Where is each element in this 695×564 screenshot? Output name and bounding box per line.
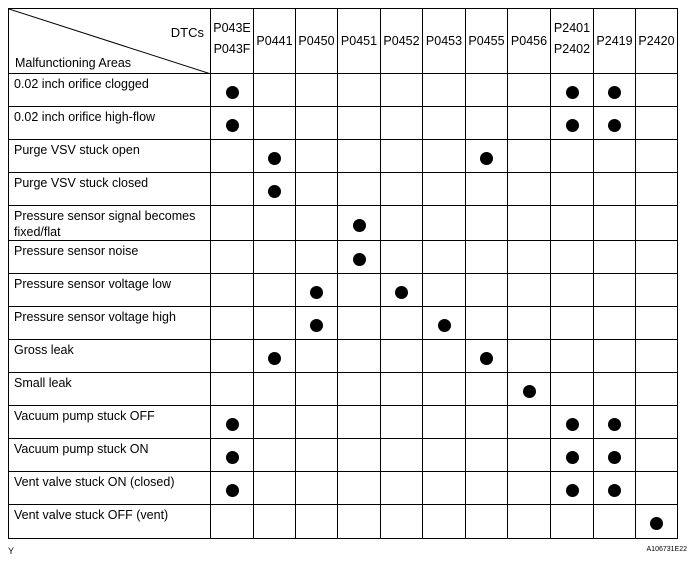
- dtc-column-header: [594, 9, 636, 74]
- malfunction-area-cell: Vent valve stuck OFF (vent): [9, 505, 211, 539]
- mark-cell: [594, 472, 636, 505]
- mark-cell: [254, 206, 296, 241]
- mark-cell: [423, 340, 466, 373]
- mark-cell: [508, 74, 551, 107]
- mark-cell: [551, 107, 594, 140]
- mark-cell: [211, 74, 254, 107]
- mark-cell: [211, 173, 254, 206]
- malfunction-area-cell: Purge VSV stuck open: [9, 140, 211, 173]
- mark-cell: [296, 173, 338, 206]
- mark-cell: [211, 340, 254, 373]
- dtc-code: P0451: [340, 33, 378, 48]
- mark-cell: [338, 206, 381, 241]
- mark-cell: [594, 241, 636, 274]
- applicable-dot-icon: [608, 86, 621, 99]
- applicable-dot-icon: [438, 319, 451, 332]
- mark-cell: [423, 505, 466, 539]
- malfunction-area-cell: 0.02 inch orifice clogged: [9, 74, 211, 107]
- mark-cell: [338, 140, 381, 173]
- mark-cell: [381, 206, 423, 241]
- dtcs-header-label: DTCs: [170, 25, 204, 40]
- mark-cell: [551, 173, 594, 206]
- mark-cell: [466, 307, 508, 340]
- mark-cell: [594, 406, 636, 439]
- mark-cell: [254, 173, 296, 206]
- table-row: [9, 439, 678, 472]
- mark-cell: [254, 472, 296, 505]
- table-row: [9, 74, 678, 107]
- mark-cell: [508, 107, 551, 140]
- mark-cell: [594, 74, 636, 107]
- dtc-code: P0453: [425, 33, 463, 48]
- mark-cell: [296, 241, 338, 274]
- applicable-dot-icon: [310, 319, 323, 332]
- table-row: [9, 107, 678, 140]
- mark-cell: [508, 340, 551, 373]
- dtc-code: P0441: [256, 33, 293, 48]
- mark-cell: [594, 140, 636, 173]
- mark-cell: [636, 173, 678, 206]
- mark-cell: [551, 406, 594, 439]
- dtc-column-header: [211, 9, 254, 74]
- mark-cell: [296, 472, 338, 505]
- mark-cell: [636, 107, 678, 140]
- mark-cell: [466, 439, 508, 472]
- mark-cell: [338, 373, 381, 406]
- applicable-dot-icon: [566, 484, 579, 497]
- applicable-dot-icon: [226, 86, 239, 99]
- mark-cell: [466, 505, 508, 539]
- mark-cell: [423, 472, 466, 505]
- mark-cell: [211, 406, 254, 439]
- dtc-column-header: [423, 9, 466, 74]
- mark-cell: [636, 241, 678, 274]
- dtc-column-header: [551, 9, 594, 74]
- applicable-dot-icon: [523, 385, 536, 398]
- mark-cell: [381, 373, 423, 406]
- mark-cell: [381, 439, 423, 472]
- mark-cell: [636, 340, 678, 373]
- mark-cell: [508, 373, 551, 406]
- mark-cell: [296, 439, 338, 472]
- mark-cell: [338, 472, 381, 505]
- malfunction-area-cell: Pressure sensor voltage low: [9, 274, 211, 307]
- mark-cell: [381, 241, 423, 274]
- mark-cell: [338, 439, 381, 472]
- mark-cell: [551, 373, 594, 406]
- mark-cell: [381, 307, 423, 340]
- dtc-column-header: [338, 9, 381, 74]
- mark-cell: [551, 206, 594, 241]
- applicable-dot-icon: [566, 451, 579, 464]
- mark-cell: [338, 274, 381, 307]
- dtc-code: P043E: [213, 21, 251, 35]
- mark-cell: [381, 505, 423, 539]
- mark-cell: [254, 406, 296, 439]
- mark-cell: [594, 373, 636, 406]
- mark-cell: [254, 307, 296, 340]
- mark-cell: [254, 241, 296, 274]
- malfunction-area-cell: Vacuum pump stuck ON: [9, 439, 211, 472]
- mark-cell: [594, 439, 636, 472]
- mark-cell: [381, 107, 423, 140]
- mark-cell: [594, 340, 636, 373]
- mark-cell: [338, 307, 381, 340]
- mark-cell: [296, 340, 338, 373]
- mark-cell: [296, 406, 338, 439]
- malfunction-area-cell: Pressure sensor noise: [9, 241, 211, 274]
- mark-cell: [508, 439, 551, 472]
- applicable-dot-icon: [268, 152, 281, 165]
- mark-cell: [636, 74, 678, 107]
- dtc-column-header: [636, 9, 678, 74]
- malfunction-area-cell: Purge VSV stuck closed: [9, 173, 211, 206]
- applicable-dot-icon: [480, 352, 493, 365]
- mark-cell: [466, 373, 508, 406]
- malfunction-area-cell: Small leak: [9, 373, 211, 406]
- mark-cell: [211, 307, 254, 340]
- mark-cell: [381, 173, 423, 206]
- mark-cell: [594, 307, 636, 340]
- mark-cell: [636, 439, 678, 472]
- mark-cell: [508, 173, 551, 206]
- dtc-code: P043F: [213, 42, 251, 56]
- table-corner-cell: [9, 9, 211, 74]
- mark-cell: [551, 472, 594, 505]
- dtc-column-header: [381, 9, 423, 74]
- mark-cell: [381, 472, 423, 505]
- table-row: [9, 340, 678, 373]
- mark-cell: [508, 406, 551, 439]
- mark-cell: [466, 107, 508, 140]
- malfunction-area-cell: Pressure sensor voltage high: [9, 307, 211, 340]
- dtc-code: P0456: [510, 33, 548, 48]
- mark-cell: [254, 373, 296, 406]
- mark-cell: [296, 307, 338, 340]
- table-header-row: [9, 9, 678, 74]
- mark-cell: [254, 140, 296, 173]
- malfunction-area-cell: 0.02 inch orifice high-flow: [9, 107, 211, 140]
- mark-cell: [296, 505, 338, 539]
- mark-cell: [551, 274, 594, 307]
- mark-cell: [381, 274, 423, 307]
- mark-cell: [211, 472, 254, 505]
- mark-cell: [254, 274, 296, 307]
- mark-cell: [211, 505, 254, 539]
- mark-cell: [254, 505, 296, 539]
- mark-cell: [466, 340, 508, 373]
- mark-cell: [551, 439, 594, 472]
- mark-cell: [423, 206, 466, 241]
- mark-cell: [338, 406, 381, 439]
- dtc-code: P2401: [553, 21, 591, 35]
- mark-cell: [338, 505, 381, 539]
- applicable-dot-icon: [608, 418, 621, 431]
- mark-cell: [466, 274, 508, 307]
- figure-code: A106731E22: [646, 546, 687, 553]
- applicable-dot-icon: [566, 418, 579, 431]
- dtc-column-header: [508, 9, 551, 74]
- dtc-code: P2419: [596, 33, 633, 48]
- applicable-dot-icon: [566, 119, 579, 132]
- mark-cell: [466, 206, 508, 241]
- mark-cell: [594, 274, 636, 307]
- mark-cell: [594, 206, 636, 241]
- mark-cell: [381, 340, 423, 373]
- mark-cell: [551, 74, 594, 107]
- mark-cell: [508, 307, 551, 340]
- table-row: [9, 241, 678, 274]
- applicable-dot-icon: [480, 152, 493, 165]
- table-row: [9, 307, 678, 340]
- mark-cell: [508, 241, 551, 274]
- mark-cell: [211, 241, 254, 274]
- applicable-dot-icon: [268, 352, 281, 365]
- mark-cell: [296, 373, 338, 406]
- mark-cell: [338, 107, 381, 140]
- mark-cell: [338, 173, 381, 206]
- dtc-code: P0452: [383, 33, 420, 48]
- mark-cell: [211, 107, 254, 140]
- applicable-dot-icon: [268, 185, 281, 198]
- table-row: [9, 274, 678, 307]
- mark-cell: [338, 241, 381, 274]
- malfunction-area-cell: Gross leak: [9, 340, 211, 373]
- malfunctioning-areas-header-label: Malfunctioning Areas: [15, 56, 132, 70]
- mark-cell: [636, 307, 678, 340]
- mark-cell: [466, 140, 508, 173]
- table-row: [9, 472, 678, 505]
- mark-cell: [636, 505, 678, 539]
- mark-cell: [636, 274, 678, 307]
- malfunction-area-cell: Pressure sensor signal becomes fixed/flat: [9, 206, 211, 241]
- mark-cell: [551, 505, 594, 539]
- mark-cell: [211, 373, 254, 406]
- applicable-dot-icon: [650, 517, 663, 530]
- applicable-dot-icon: [226, 484, 239, 497]
- mark-cell: [338, 74, 381, 107]
- mark-cell: [636, 406, 678, 439]
- applicable-dot-icon: [395, 286, 408, 299]
- mark-cell: [466, 472, 508, 505]
- dtc-column-header: [254, 9, 296, 74]
- mark-cell: [466, 74, 508, 107]
- mark-cell: [211, 274, 254, 307]
- malfunction-area-cell: Vent valve stuck ON (closed): [9, 472, 211, 505]
- mark-cell: [508, 274, 551, 307]
- mark-cell: [381, 406, 423, 439]
- mark-cell: [466, 241, 508, 274]
- mark-cell: [423, 140, 466, 173]
- dtc-malfunction-table: [8, 8, 678, 539]
- mark-cell: [423, 173, 466, 206]
- mark-cell: [508, 505, 551, 539]
- mark-cell: [211, 439, 254, 472]
- applicable-dot-icon: [566, 86, 579, 99]
- mark-cell: [423, 107, 466, 140]
- table-row: [9, 173, 678, 206]
- mark-cell: [254, 74, 296, 107]
- mark-cell: [636, 140, 678, 173]
- dtc-code: P0455: [468, 33, 505, 48]
- mark-cell: [296, 206, 338, 241]
- applicable-dot-icon: [226, 119, 239, 132]
- applicable-dot-icon: [608, 119, 621, 132]
- table-row: [9, 505, 678, 539]
- mark-cell: [551, 340, 594, 373]
- dtc-code: P0450: [298, 33, 335, 48]
- mark-cell: [296, 107, 338, 140]
- dtc-code: P2402: [553, 42, 591, 56]
- mark-cell: [508, 206, 551, 241]
- mark-cell: [423, 307, 466, 340]
- dtc-column-header: [466, 9, 508, 74]
- mark-cell: [254, 107, 296, 140]
- table-row: [9, 406, 678, 439]
- mark-cell: [423, 406, 466, 439]
- mark-cell: [508, 140, 551, 173]
- mark-cell: [466, 173, 508, 206]
- table-row: [9, 140, 678, 173]
- mark-cell: [551, 140, 594, 173]
- mark-cell: [338, 340, 381, 373]
- footer-left-mark: Y: [8, 546, 15, 556]
- mark-cell: [423, 274, 466, 307]
- mark-cell: [551, 307, 594, 340]
- mark-cell: [381, 74, 423, 107]
- mark-cell: [296, 140, 338, 173]
- mark-cell: [551, 241, 594, 274]
- applicable-dot-icon: [608, 451, 621, 464]
- applicable-dot-icon: [608, 484, 621, 497]
- applicable-dot-icon: [226, 451, 239, 464]
- mark-cell: [636, 472, 678, 505]
- dtc-code: P2420: [638, 33, 675, 48]
- mark-cell: [508, 472, 551, 505]
- mark-cell: [296, 74, 338, 107]
- applicable-dot-icon: [310, 286, 323, 299]
- mark-cell: [636, 373, 678, 406]
- table-row: [9, 206, 678, 241]
- applicable-dot-icon: [353, 219, 366, 232]
- table-row: [9, 373, 678, 406]
- mark-cell: [594, 173, 636, 206]
- mark-cell: [211, 206, 254, 241]
- mark-cell: [423, 241, 466, 274]
- mark-cell: [423, 373, 466, 406]
- mark-cell: [594, 505, 636, 539]
- dtc-column-header: [296, 9, 338, 74]
- mark-cell: [423, 439, 466, 472]
- mark-cell: [594, 107, 636, 140]
- applicable-dot-icon: [226, 418, 239, 431]
- malfunction-area-cell: Vacuum pump stuck OFF: [9, 406, 211, 439]
- mark-cell: [423, 74, 466, 107]
- mark-cell: [636, 206, 678, 241]
- mark-cell: [211, 140, 254, 173]
- applicable-dot-icon: [353, 253, 366, 266]
- mark-cell: [254, 340, 296, 373]
- mark-cell: [466, 406, 508, 439]
- mark-cell: [254, 439, 296, 472]
- mark-cell: [381, 140, 423, 173]
- mark-cell: [296, 274, 338, 307]
- table-body: [9, 74, 678, 539]
